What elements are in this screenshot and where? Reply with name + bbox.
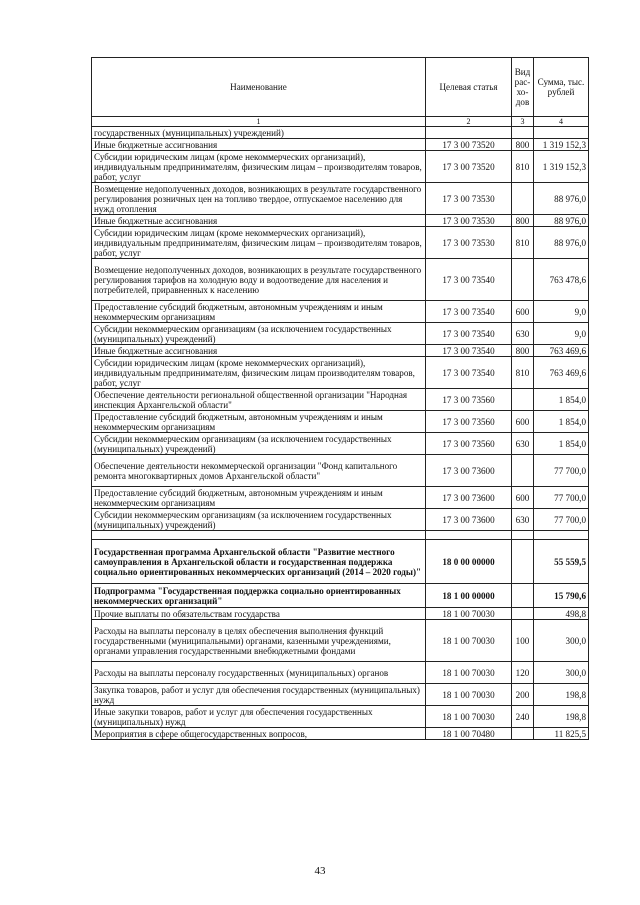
row-vid xyxy=(512,531,534,540)
row-name: Обеспечение деятельности некоммерческой организации "Фонд капитального ремонта многоквартирных домов Архангельской области" xyxy=(92,455,426,487)
row-target: 18 1 00 70030 xyxy=(426,620,512,662)
table-row xyxy=(92,433,589,455)
row-sum: 55 559,5 xyxy=(534,540,589,584)
row-vid: 800 xyxy=(512,215,534,227)
row-name: Расходы на выплаты персоналу государственных (муниципальных) органов xyxy=(92,662,426,684)
table-row xyxy=(92,620,589,662)
row-name: Субсидии юридическим лицам (кроме некоммерческих организаций), индивидуальным предпринимателям, физическим лицам – производителям товаров, работ, услуг xyxy=(92,227,426,259)
column-number: 4 xyxy=(534,117,589,127)
row-sum: 15 790,6 xyxy=(534,584,589,608)
row-name: Подпрограмма "Государственная поддержка социально ориентированных некоммерческих организаций" xyxy=(92,584,426,608)
row-vid: 810 xyxy=(512,151,534,183)
table-row xyxy=(92,608,589,620)
row-name: Прочие выплаты по обязательствам государства xyxy=(92,608,426,620)
row-vid xyxy=(512,455,534,487)
row-target: 17 3 00 73530 xyxy=(426,183,512,215)
row-target: 18 1 00 70480 xyxy=(426,728,512,740)
row-target: 18 1 00 00000 xyxy=(426,584,512,608)
row-vid: 600 xyxy=(512,411,534,433)
table-row xyxy=(92,259,589,301)
table-row xyxy=(92,509,589,531)
row-sum: 300,0 xyxy=(534,662,589,684)
table-row xyxy=(92,455,589,487)
row-vid xyxy=(512,728,534,740)
row-target: 17 3 00 73600 xyxy=(426,509,512,531)
column-number-row xyxy=(92,117,589,127)
row-vid: 810 xyxy=(512,227,534,259)
row-target: 17 3 00 73560 xyxy=(426,411,512,433)
table-row xyxy=(92,301,589,323)
row-vid xyxy=(512,183,534,215)
table-row xyxy=(92,227,589,259)
row-target: 17 3 00 73560 xyxy=(426,389,512,411)
row-name: Расходы на выплаты персоналу в целях обеспечения выполнения функций государственными (муниципальными) органами, казенными учреждениями, органами управления государственными внебюджетными фондами xyxy=(92,620,426,662)
row-sum: 88 976,0 xyxy=(534,183,589,215)
row-vid xyxy=(512,389,534,411)
row-sum: 763 469,6 xyxy=(534,345,589,357)
table-row xyxy=(92,662,589,684)
table-row xyxy=(92,151,589,183)
row-target: 18 1 00 70030 xyxy=(426,706,512,728)
table-row xyxy=(92,487,589,509)
row-target: 17 3 00 73600 xyxy=(426,487,512,509)
budget-table xyxy=(91,57,589,740)
row-name: Мероприятия в сфере общегосударственных вопросов, xyxy=(92,728,426,740)
row-name: Возмещение недополученных доходов, возникающих в результате государственного регулирования тарифов на холодную воду и водоотведение для населения и потребителей, приравненных к населению xyxy=(92,259,426,301)
table-row xyxy=(92,411,589,433)
row-name: Обеспечение деятельности региональной общественной организации "Народная инспекция Архангельской области" xyxy=(92,389,426,411)
row-name xyxy=(92,531,426,540)
row-vid xyxy=(512,608,534,620)
row-name: Субсидии юридическим лицам (кроме некоммерческих организаций), индивидуальным предпринимателям, физическим лицам производителям товаров, работ, услуг xyxy=(92,357,426,389)
table-row xyxy=(92,345,589,357)
row-target: 17 3 00 73540 xyxy=(426,357,512,389)
row-sum: 77 700,0 xyxy=(534,509,589,531)
row-target xyxy=(426,127,512,139)
row-name: государственных (муниципальных) учреждений) xyxy=(92,127,426,139)
table-row xyxy=(92,127,589,139)
row-vid: 200 xyxy=(512,684,534,706)
row-vid: 600 xyxy=(512,301,534,323)
row-sum: 11 825,5 xyxy=(534,728,589,740)
row-name: Государственная программа Архангельской области "Развитие местного самоуправления в Архангельской области и государственная поддержка социально ориентированных некоммерческих организаций (2014 – 2020 годы)" xyxy=(92,540,426,584)
row-sum: 198,8 xyxy=(534,684,589,706)
row-vid: 630 xyxy=(512,433,534,455)
row-sum: 1 854,0 xyxy=(534,433,589,455)
row-name: Иные бюджетные ассигнования xyxy=(92,215,426,227)
row-name: Иные бюджетные ассигнования xyxy=(92,345,426,357)
table-row xyxy=(92,389,589,411)
page-number: 43 xyxy=(314,865,326,877)
row-sum: 763 469,6 xyxy=(534,357,589,389)
row-vid xyxy=(512,259,534,301)
row-target: 17 3 00 73530 xyxy=(426,215,512,227)
row-sum: 88 976,0 xyxy=(534,227,589,259)
row-name: Субсидии юридическим лицам (кроме некоммерческих организаций), индивидуальным предпринимателям, физическим лицам – производителям товаров, работ, услуг xyxy=(92,151,426,183)
row-vid: 600 xyxy=(512,487,534,509)
row-sum xyxy=(534,127,589,139)
row-sum: 77 700,0 xyxy=(534,487,589,509)
row-name: Предоставление субсидий бюджетным, автономным учреждениям и иным некоммерческим организациям xyxy=(92,487,426,509)
row-target: 17 3 00 73530 xyxy=(426,227,512,259)
row-target: 17 3 00 73600 xyxy=(426,455,512,487)
header-vid: Вид рас-хо-дов xyxy=(512,58,534,117)
table-row xyxy=(92,540,589,584)
column-number: 3 xyxy=(512,117,534,127)
row-sum: 1 319 152,3 xyxy=(534,139,589,151)
row-target: 17 3 00 73540 xyxy=(426,345,512,357)
row-target: 18 1 00 70030 xyxy=(426,684,512,706)
header-name: Наименование xyxy=(92,58,426,117)
row-name: Субсидии некоммерческим организациям (за исключением государственных (муниципальных) учреждений) xyxy=(92,433,426,455)
row-sum: 1 319 152,3 xyxy=(534,151,589,183)
column-number: 2 xyxy=(426,117,512,127)
row-name: Иные закупки товаров, работ и услуг для обеспечения государственных (муниципальных) нужд xyxy=(92,706,426,728)
table-row xyxy=(92,215,589,227)
header-target: Целевая статья xyxy=(426,58,512,117)
row-sum: 9,0 xyxy=(534,323,589,345)
row-name: Предоставление субсидий бюджетным, автономным учреждениям и иным некоммерческим организациям xyxy=(92,411,426,433)
row-vid: 240 xyxy=(512,706,534,728)
row-vid: 800 xyxy=(512,139,534,151)
table-row xyxy=(92,323,589,345)
row-vid xyxy=(512,127,534,139)
table-row xyxy=(92,706,589,728)
table-row xyxy=(92,357,589,389)
table-row xyxy=(92,584,589,608)
table-row xyxy=(92,183,589,215)
row-name: Субсидии некоммерческим организациям (за исключением государственных (муниципальных) учреждений) xyxy=(92,509,426,531)
row-vid: 810 xyxy=(512,357,534,389)
row-target: 17 3 00 73520 xyxy=(426,139,512,151)
row-vid xyxy=(512,584,534,608)
row-sum: 9,0 xyxy=(534,301,589,323)
row-target: 17 3 00 73560 xyxy=(426,433,512,455)
budget-table-page xyxy=(91,57,588,740)
row-name: Субсидии некоммерческим организациям (за исключением государственных (муниципальных) учреждений) xyxy=(92,323,426,345)
row-target: 18 1 00 70030 xyxy=(426,608,512,620)
row-target: 18 0 00 00000 xyxy=(426,540,512,584)
row-sum: 77 700,0 xyxy=(534,455,589,487)
row-target: 17 3 00 73540 xyxy=(426,301,512,323)
column-number: 1 xyxy=(92,117,426,127)
row-target: 17 3 00 73520 xyxy=(426,151,512,183)
row-sum: 198,8 xyxy=(534,706,589,728)
row-target: 17 3 00 73540 xyxy=(426,259,512,301)
row-name: Иные бюджетные ассигнования xyxy=(92,139,426,151)
row-target: 18 1 00 70030 xyxy=(426,662,512,684)
table-row xyxy=(92,531,589,540)
row-sum: 300,0 xyxy=(534,620,589,662)
row-vid: 630 xyxy=(512,509,534,531)
row-sum xyxy=(534,531,589,540)
row-sum: 498,8 xyxy=(534,608,589,620)
row-name: Закупка товаров, работ и услуг для обеспечения государственных (муниципальных) нужд xyxy=(92,684,426,706)
row-vid: 630 xyxy=(512,323,534,345)
table-row xyxy=(92,728,589,740)
row-sum: 88 976,0 xyxy=(534,215,589,227)
row-target: 17 3 00 73540 xyxy=(426,323,512,345)
header-sum: Сумма, тыс. рублей xyxy=(534,58,589,117)
row-vid xyxy=(512,540,534,584)
header-row xyxy=(92,58,589,117)
table-row xyxy=(92,139,589,151)
row-name: Возмещение недополученных доходов, возникающих в результате государственного регулирования розничных цен на топливо твердое, отпускаемое населению для нужд отопления xyxy=(92,183,426,215)
row-sum: 763 478,6 xyxy=(534,259,589,301)
row-vid: 100 xyxy=(512,620,534,662)
table-body xyxy=(92,127,589,740)
row-target xyxy=(426,531,512,540)
row-vid: 120 xyxy=(512,662,534,684)
row-vid: 800 xyxy=(512,345,534,357)
row-name: Предоставление субсидий бюджетным, автономным учреждениям и иным некоммерческим организациям xyxy=(92,301,426,323)
row-sum: 1 854,0 xyxy=(534,411,589,433)
row-sum: 1 854,0 xyxy=(534,389,589,411)
table-row xyxy=(92,684,589,706)
